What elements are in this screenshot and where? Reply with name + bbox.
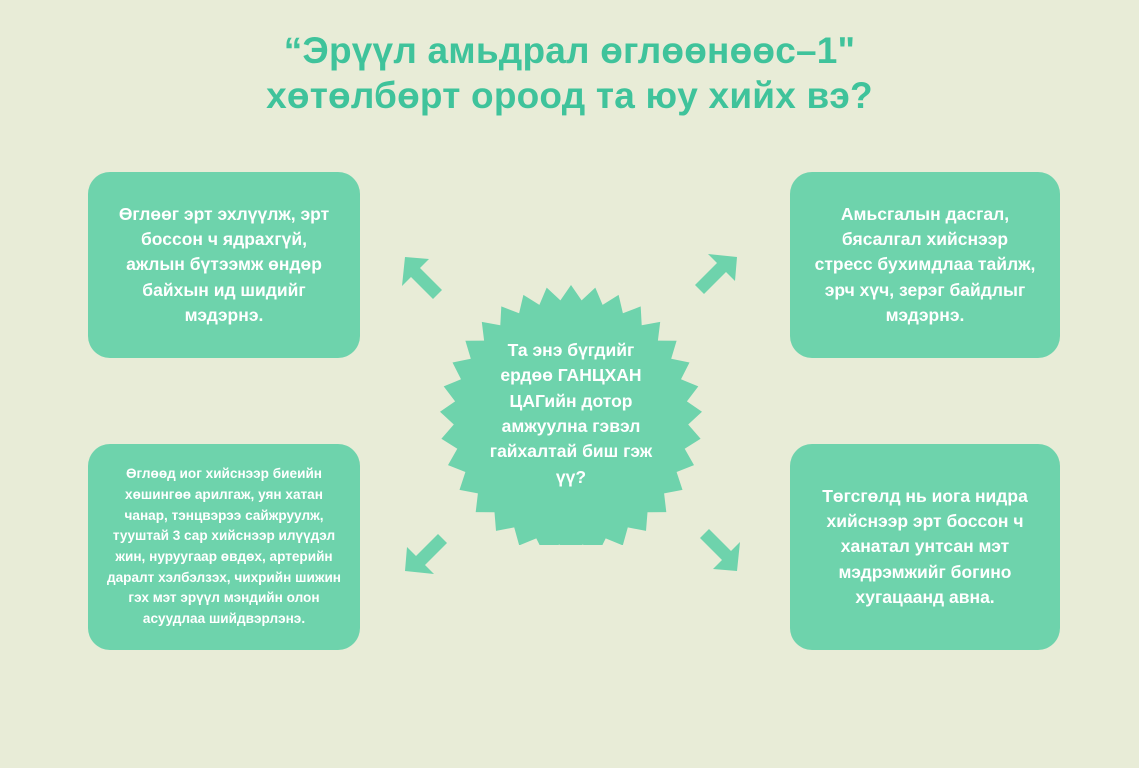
benefit-card-top-right-text: Амьсгалын дасгал, бясалгал хийснээр стресс бухимдлаа тайлж, эрч хүч, зерэг байдлыг мэдэрнэ. (814, 203, 1036, 326)
center-burst-text: Та энэ бүгдийг ердөө ГАНЦХАН ЦАГийн дотор амжуулна гэвэл гайхалтай биш гэж үү? (489, 339, 653, 487)
center-burst-text-wrapper (440, 283, 702, 545)
benefit-card-bottom-left-text: Өглөөд иог хийснээр биеийн хөшингөө арилгаж, уян хатан чанар, тэнцвэрээ сайжруулж, тууштай 3 сар хийснээр илүүдэл жин, нуруугаар өвдөх, артерийн даралт хэлбэлзэх, чихрийн шижин гэх мэт эрүүл мэндийн олон асуудлаа шийдвэрлэнэ. (106, 466, 342, 626)
benefit-card-top-right (790, 172, 1060, 358)
center-burst (440, 283, 702, 545)
benefit-card-bottom-left (88, 444, 360, 650)
benefit-card-bottom-right (790, 444, 1060, 650)
benefit-card-top-left (88, 172, 360, 358)
page-title-line-1: “Эрүүл амьдрал өглөөнөөс–1" (283, 30, 856, 71)
benefit-card-bottom-right-text: Төгсгөлд нь иога нидра хийснээр эрт боссон ч ханатал унтсан мэт мэдрэмжийг богино хугацаанд авна. (822, 485, 1028, 608)
page-title-line-2: хөтөлбөрт ороод та юу хийх вэ? (266, 75, 873, 117)
page-title (0, 28, 1139, 118)
benefit-card-top-left-text: Өглөөг эрт эхлүүлж, эрт боссон ч ядрахгүй, ажлын бүтээмж өндөр байхын ид шидийг мэдэрнэ. (118, 203, 330, 326)
